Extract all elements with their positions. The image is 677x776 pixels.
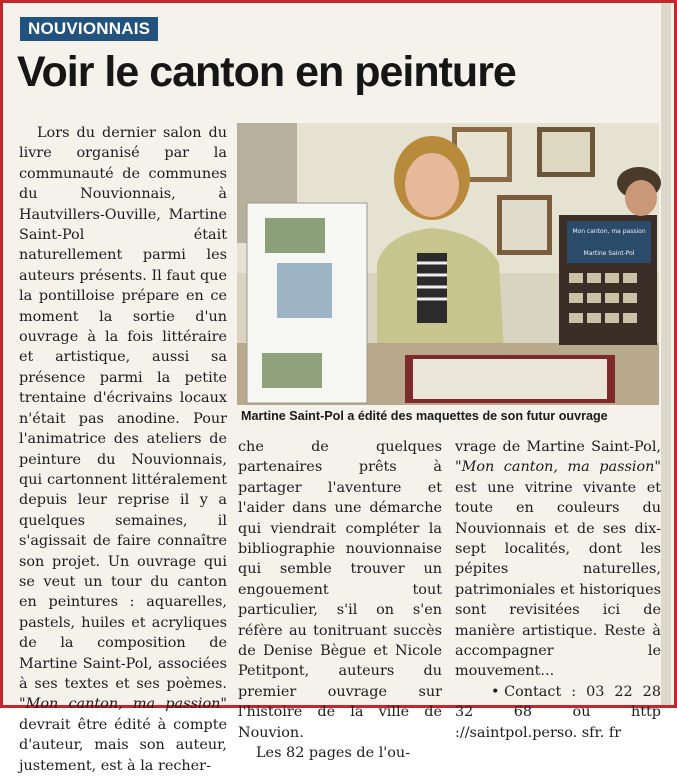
col2-paragraph: che de quelques partenaires prêts à partager l'aventure et l'aider dans une démarche qui viendrait compléter la bibliographie nouvionnaise qui semble trouver un engouement tout particulier, s'il on s'en réfère au tonitruant succès de Denise Bègue et Nicole Petitpont, auteurs du premier ouvrage sur l'histoire de la ville de Nouvion. (238, 439, 442, 741)
col1-text-end: devrait être édité à compte d'auteur, mais son auteur, justement, est à la recher- (19, 716, 227, 774)
contact-line (455, 682, 661, 743)
article-column-2 (238, 437, 442, 764)
col1-book-title: "Mon canton, ma passion" (19, 696, 227, 713)
col3-book-title: "Mon canton, ma passion" (455, 459, 661, 476)
article-column-3 (455, 437, 661, 743)
col2-paragraph-2: Les 82 pages de l'ou- (256, 745, 411, 762)
adjacent-column-edge (661, 3, 671, 705)
col3-paragraph (455, 437, 661, 682)
photo-sign-title: Mon canton, ma passion (572, 228, 646, 235)
photo-sign-author: Martine Saint-Pol (583, 250, 635, 257)
article-photo (237, 123, 659, 405)
col3-text: vrage de Martine Saint-Pol, (455, 439, 661, 455)
contact-text: Contact : 03 22 28 32 68 ou http ://saintpol.perso. sfr. fr (455, 683, 661, 741)
col1-text: Lors du dernier salon du livre organisé par la communauté de communes du Nouvionnais, à Hautvillers-Ouville, Martine Saint-Pol était naturellement parmi les auteurs présents. Il faut que la pontilloise prépare en ce moment la sortie d'un ouvrage à la fois littéraire et artistique, aussi sa présence parmi la petite trentaine d'écrivains locaux n'était pas anodine. Pour l'animatrice des ateliers de peinture du Nouvionnais, qui cartonnent littéralement depuis leur reprise il y a quelques semaines, il s'agissait de faire connaître son projet. Un ouvrage qui se veut un tour du canton en peintures : aquarelles, pastels, huiles et acryliques de la composition de Martine Saint-Pol, associées à ses textes et ses poèmes. (19, 125, 227, 692)
section-tag: NOUVIONNAIS (20, 17, 158, 41)
bullet-icon: • (491, 683, 505, 700)
col3-text-end: est une vitrine vivante et toute en couleurs du Nouvionnais et de ses dix-sept localités, dont les pépites naturelles, patrimoniales et historiques sont revisitées ici de manière artistique. Reste à accompagner le mouvement... (455, 479, 661, 680)
photo-caption: Martine Saint-Pol a édité des maquettes de son futur ouvrage (241, 409, 608, 423)
headline: Voir le canton en peinture (17, 48, 516, 96)
article-column-1 (19, 123, 227, 776)
col1-paragraph (19, 123, 227, 776)
photo-illustration (237, 123, 659, 405)
